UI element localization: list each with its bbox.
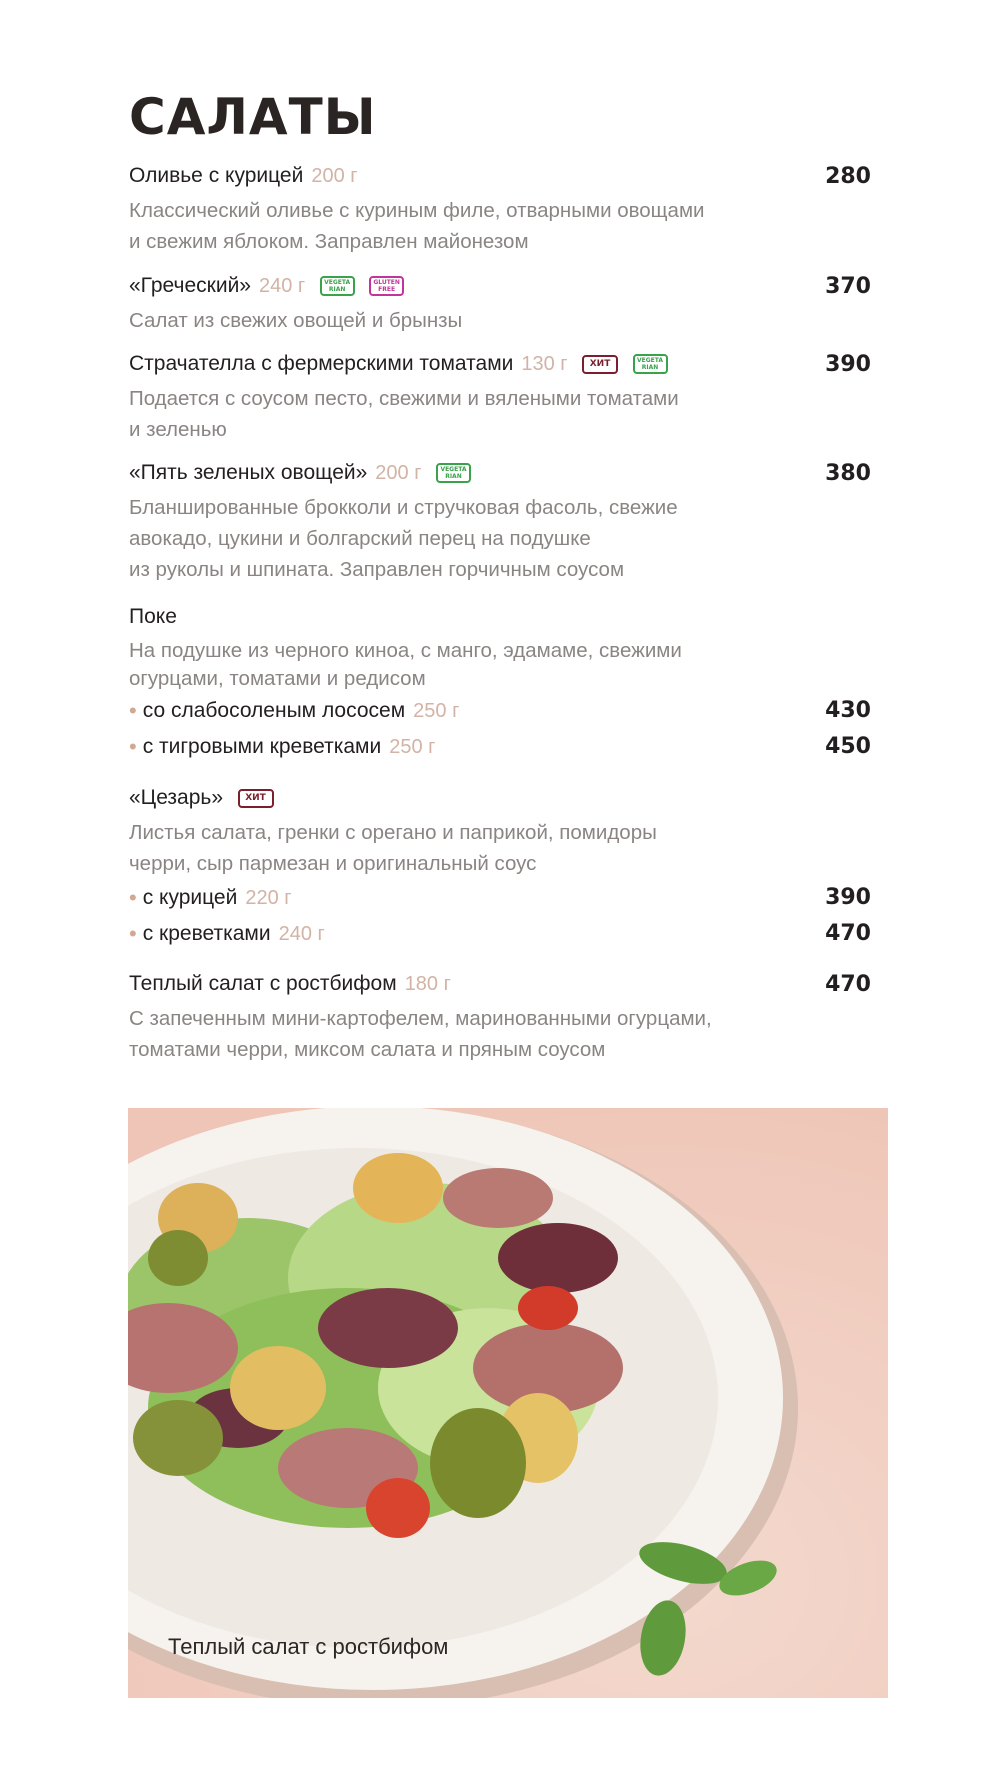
page-title: САЛАТЫ <box>129 88 377 146</box>
item-weight: 200 г <box>311 164 358 187</box>
item-description: Салат из свежих овощей и брынзы <box>129 309 463 332</box>
item-name: «Пять зеленых овощей» <box>129 461 368 484</box>
item-description: Подается с соусом песто, свежими и вялеными томатами и зеленью <box>129 387 679 441</box>
vegetarian-badge: VEGETA RIAN <box>633 354 668 374</box>
option-name: с тигровыми креветками <box>142 735 382 758</box>
gluten-free-badge: GLUTEN FREE <box>369 276 404 296</box>
item-description: Классический оливье с куриным филе, отварными овощами и свежим яблоком. Заправлен майонезом <box>129 199 705 253</box>
item-price: 380 <box>825 461 871 486</box>
option-price: 470 <box>825 921 871 946</box>
item-weight: 130 г <box>521 352 568 375</box>
item-price: 280 <box>825 164 871 189</box>
item-price: 470 <box>825 972 871 997</box>
menu-item-greek <box>129 274 871 304</box>
option-weight: 250 г <box>413 699 460 722</box>
option-price: 430 <box>825 698 871 723</box>
menu-item-poke <box>129 605 871 635</box>
option-name: с креветками <box>142 922 271 945</box>
item-price: 370 <box>825 274 871 299</box>
menu-item-stracciatella <box>129 352 871 382</box>
menu-item-warm-roastbeef <box>129 972 871 1002</box>
item-option <box>129 698 871 728</box>
option-name: с курицей <box>142 886 238 909</box>
item-name: Теплый салат с ростбифом <box>129 972 397 995</box>
item-weight: 240 г <box>258 274 306 297</box>
item-name: «Цезарь» <box>129 786 224 809</box>
item-name: Поке <box>129 605 177 628</box>
item-price: 390 <box>825 352 871 377</box>
option-price: 390 <box>825 885 871 910</box>
menu-item-olivier <box>129 164 871 194</box>
bullet: • <box>129 921 137 946</box>
vegetarian-badge: VEGETA RIAN <box>320 276 355 296</box>
bullet: • <box>129 734 137 759</box>
vegetarian-badge: VEGETA RIAN <box>436 463 471 483</box>
item-description: Листья салата, гренки с орегано и паприкой, помидоры черри, сыр пармезан и оригинальный соус <box>129 821 657 875</box>
item-option <box>129 734 871 764</box>
dish-photo <box>128 1108 888 1698</box>
option-weight: 220 г <box>245 886 292 909</box>
bullet: • <box>129 885 137 910</box>
item-description: На подушке из черного киноа, с манго, эдамаме, свежими огурцами, томатами и редисом <box>129 639 682 690</box>
item-name: Оливье с курицей <box>129 164 304 187</box>
option-price: 450 <box>825 734 871 759</box>
hit-badge: ХИТ <box>582 355 618 374</box>
item-name: «Греческий» <box>129 274 251 297</box>
option-weight: 240 г <box>278 922 325 945</box>
item-weight: 180 г <box>404 972 451 995</box>
salad-plate-illustration <box>128 1108 888 1698</box>
item-description: С запеченным мини-картофелем, маринованными огурцами, томатами черри, миксом салата и пряным соусом <box>129 1007 712 1061</box>
hit-badge: ХИТ <box>238 789 274 808</box>
bullet: • <box>129 698 137 723</box>
option-name: со слабосоленым лососем <box>142 699 406 722</box>
item-weight: 200 г <box>375 461 422 484</box>
menu-item-five-green <box>129 461 871 491</box>
item-description: Бланшированные брокколи и стручковая фасоль, свежие авокадо, цукини и болгарский перец на подушке из руколы и шпината. Заправлен горчичным соусом <box>129 496 678 581</box>
item-option <box>129 885 871 915</box>
menu-item-caesar <box>129 786 871 816</box>
option-weight: 250 г <box>389 735 436 758</box>
item-option <box>129 921 871 951</box>
photo-caption: Теплый салат с ростбифом <box>168 1634 449 1659</box>
item-name: Страчателла с фермерскими томатами <box>129 352 514 375</box>
